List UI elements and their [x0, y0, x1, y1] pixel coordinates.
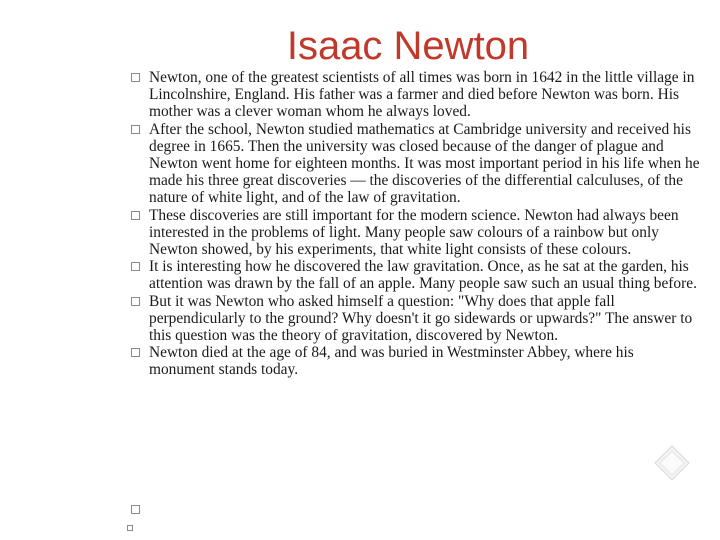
square-bullet-icon	[131, 262, 140, 271]
bullet-text: After the school, Newton studied mathematics at Cambridge university and received his degree in 1665. Then the university was closed because of the danger of plague and Newton went home for eighteen months. It was most important period in his life when he made his three great discoveries — the discoveries of the differential calculuses, of the nature of white light, and of the law of gravitation.	[149, 120, 700, 207]
bullet-text: It is interesting how he discovered the law gravitation. Once, as he sat at the garden, his attention was drawn by the fall of an apple. Many people saw such an usual thing before.	[149, 258, 697, 293]
diamond-decoration-icon	[654, 445, 690, 481]
bullet-item	[131, 344, 701, 378]
square-bullet-icon	[131, 211, 140, 220]
bullet-item	[131, 258, 701, 292]
bullet-item	[131, 293, 701, 345]
empty-sub-bullet-icon	[127, 525, 133, 531]
square-bullet-icon	[131, 348, 140, 357]
bullet-text: Newton, one of the greatest scientists of all times was born in 1642 in the little village in Lincolnshire, England. His father was a farmer and died before Newton was born. His mother was a clever woman whom he always loved.	[149, 69, 695, 121]
bullet-list	[131, 69, 701, 379]
bullet-text: Newton died at the age of 84, and was buried in Westminster Abbey, where his monument stands today.	[149, 344, 634, 379]
square-bullet-icon	[131, 297, 140, 306]
square-bullet-icon	[131, 73, 140, 82]
bullet-item	[131, 121, 701, 207]
bullet-item	[131, 207, 701, 259]
empty-bullet-icon	[131, 505, 140, 514]
bullet-text: But it was Newton who asked himself a question: "Why does that apple fall perpendicularly to the ground? Why doesn't it go sidewards or upwards?" The answer to this question was the theory of gravitation, discovered by Newton.	[149, 292, 693, 345]
slide-title: Isaac Newton	[286, 24, 530, 68]
bullet-item	[131, 69, 701, 121]
bullet-text: These discoveries are still important for the modern science. Newton had always been interested in the problems of light. Many people saw colours of a rainbow but only Newton showed, by his experiments, that white light consists of these colours.	[149, 206, 679, 259]
square-bullet-icon	[131, 125, 140, 134]
